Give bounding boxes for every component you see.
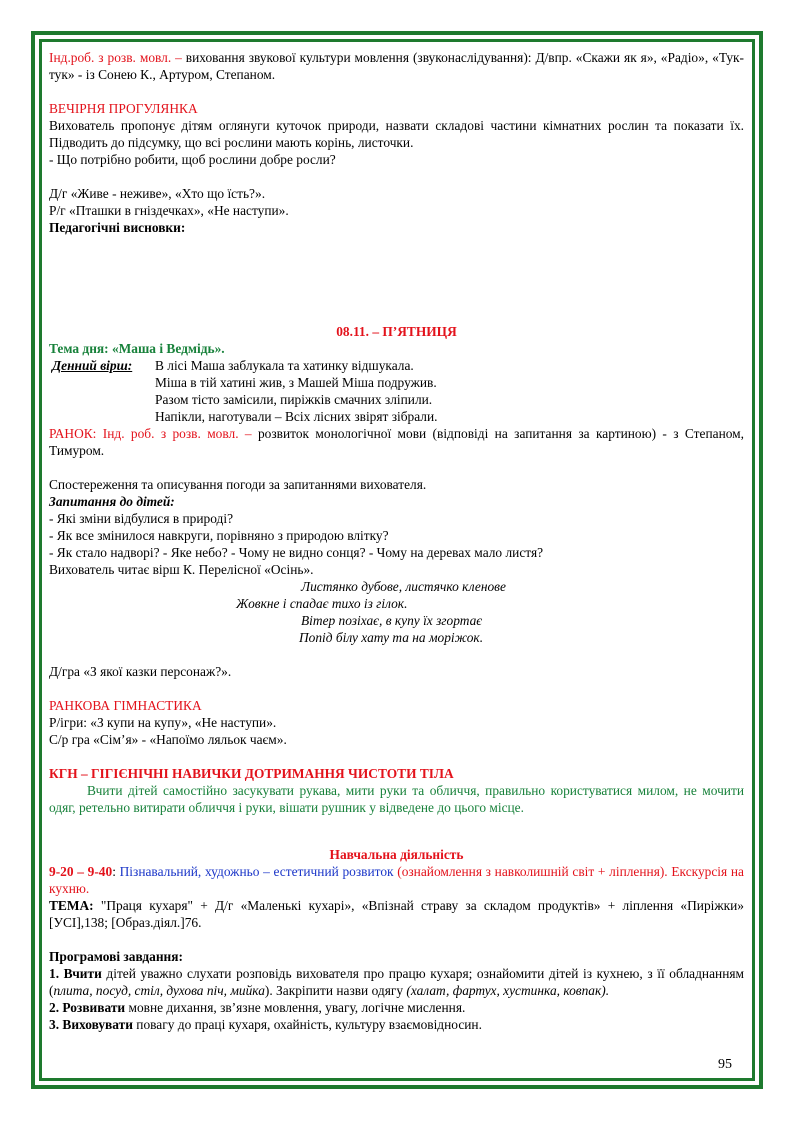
weather-observation: Спостереження та описування погоди за запитаннями вихователя. — [49, 477, 427, 492]
daily-verse-line: Напікли, наготували – Всіх лісних звірят зібрали. — [155, 409, 438, 424]
study-theme — [49, 897, 744, 931]
task-3-label: 3. Виховувати — [49, 1017, 133, 1032]
task-2-label: 2. Розвивати — [49, 1000, 126, 1015]
study-theme-label: ТЕМА: — [49, 898, 94, 913]
individual-work-label: Інд.роб. з розв. мовл. – — [49, 50, 182, 65]
poem-line: Вітер позіхає, в купу їх згортає — [301, 613, 483, 628]
task-1-clothes: (халат, фартух, хустинка, ковпак). — [406, 983, 610, 998]
task-3 — [49, 1016, 744, 1033]
page-number: 95 — [718, 1057, 732, 1072]
task-1 — [49, 965, 744, 999]
gym-games: Р/ігри: «З купи на купу», «Не наступи». — [49, 715, 277, 730]
morning-gym-heading: РАНКОВА ГІМНАСТИКА — [49, 698, 202, 713]
kgn-heading: КГН – ГІГІЄНІЧНІ НАВИЧКИ ДОТРИМАННЯ ЧИСТОТИ ТІЛА — [49, 766, 454, 781]
study-colon: : — [112, 864, 120, 879]
study-heading: Навчальна діяльність — [329, 847, 464, 862]
question-item: - Як все змінилося навкруги, порівняно з природою влітку? — [49, 528, 389, 543]
individual-work-paragraph — [49, 49, 744, 83]
task-2-text: мовне дихання, зв’язне мовлення, увагу, логічне мислення. — [125, 1000, 466, 1015]
date-heading: 08.11. – П’ЯТНИЦЯ — [336, 324, 457, 339]
questions-heading: Запитання до дітей: — [49, 494, 175, 509]
kgn-text: Вчити дітей самостійно засукувати рукава, мити руки та обличчя, правильно користуватися милом, не мочити одяг, ретельно витирати обличчя і руки, вішати рушник у відведене до цього місце. — [49, 783, 744, 815]
poem-line: Жовкне і спадає тихо із гілок. — [236, 596, 408, 611]
daily-verse-label: Денний вірш: — [52, 358, 133, 373]
poem-reading: Вихователь читає вірш К. Перелісної «Осінь». — [49, 562, 314, 577]
daily-verse-line: Міша в тій хатині жив, з Машей Міша подружив. — [155, 375, 437, 390]
evening-walk-heading: ВЕЧІРНЯ ПРОГУЛЯНКА — [49, 101, 198, 116]
poem — [49, 578, 744, 646]
task-2 — [49, 999, 744, 1016]
pedagogical-conclusions: Педагогічні висновки: — [49, 220, 186, 235]
morning-label: РАНОК: Інд. роб. з розв. мовл. – — [49, 426, 252, 441]
tasks-heading: Програмові завдання: — [49, 949, 183, 964]
daily-verse — [49, 357, 744, 425]
poem-line: Попід білу хату та на моріжок. — [299, 630, 484, 645]
evening-walk-text: Вихователь пропонує дітям оглянуги куточок природи, назвати складові частини кімнатних рослин та показати їх. Підводить до підсумку, що всі рослини мають корінь, листочки. — [49, 118, 744, 150]
study-schedule — [49, 863, 744, 897]
morning-text: розвиток монологічної мови (відповіді на запитання за картиною) - з Степаном, Тимуром. — [49, 426, 745, 458]
task-1-text-b: ). Закріпити назви одягу — [264, 983, 407, 998]
study-detail: (ознайомлення з навколишній світ + ліплення). Екскурсія на кухню. — [49, 864, 744, 896]
task-1-equipment: плита, посуд, стіл, духова піч, мийка — [53, 983, 265, 998]
morning-paragraph — [49, 425, 744, 459]
task-1-label: 1. Вчити — [49, 966, 102, 981]
document-body — [49, 49, 744, 1033]
study-time: 9-20 – 9-40 — [49, 864, 113, 879]
evening-game-2: Р/г «Пташки в гніздечках», «Не наступи». — [49, 203, 289, 218]
day-theme: Тема дня: «Маша і Ведмідь». — [49, 341, 225, 356]
daily-verse-line: В лісі Маша заблукала та хатинку відшукала. — [155, 358, 414, 373]
study-area: Пізнавальний, художньо – естетичний розвиток — [119, 864, 394, 879]
evening-game-1: Д/г «Живе - неживе», «Хто що їсть?». — [49, 186, 266, 201]
task-3-text: повагу до праці кухаря, охайність, культуру взаємовідносин. — [132, 1017, 482, 1032]
task-1-text: дітей уважно слухати розповідь вихователя про працю кухаря; ознайомити дітей із кухнею, з її обладнанням ( — [49, 966, 744, 998]
daily-verse-line: Разом тісто замісили, пиріжків смачних зліпили. — [155, 392, 433, 407]
evening-walk-question: - Що потрібно робити, щоб рослини добре росли? — [49, 152, 336, 167]
individual-work-text: виховання звукової культури мовлення (звуконаслідування): Д/впр. «Скажи як я», «Радіо», «Тук-тук» - із Сонею К., Артуром, Степаном. — [49, 50, 744, 82]
question-item: - Які зміни відбулися в природі? — [49, 511, 234, 526]
study-theme-text: "Праця кухаря" + Д/г «Маленькі кухарі», «Впізнай страву за складом продуктів» + ліплення «Пиріжки» [УСІ],138; [Образ.діял.]76. — [49, 898, 744, 930]
question-item: - Як стало надворі? - Яке небо? - Чому не видно сонця? - Чому на деревах мало листя? — [49, 545, 544, 560]
role-play-game: С/р гра «Сім’я» - «Напоїмо ляльок чаєм». — [49, 732, 287, 747]
fairy-tale-game: Д/гра «З якої казки персонаж?». — [49, 664, 232, 679]
poem-line: Листянко дубове, листячко кленове — [301, 579, 506, 594]
